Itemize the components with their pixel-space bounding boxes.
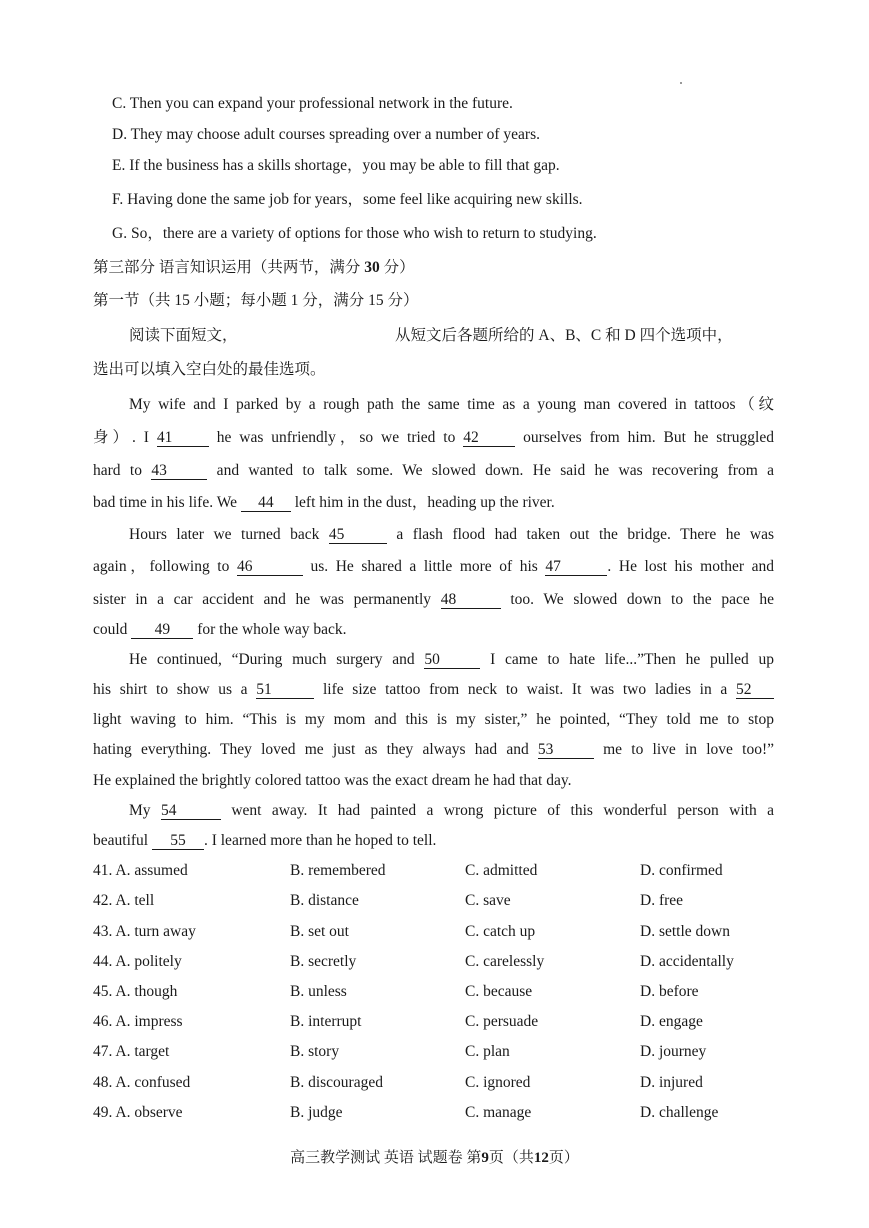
question-row-42	[93, 891, 793, 911]
blank-45: 45	[329, 526, 387, 544]
option-d: D. confirmed	[640, 862, 723, 879]
option-a: 41. A. assumed	[93, 862, 188, 879]
option-b: B. distance	[290, 892, 359, 909]
option-b: B. interrupt	[290, 1013, 362, 1030]
blank-55: 55	[152, 832, 204, 850]
option-d: D. before	[640, 983, 699, 1000]
option-b: B. remembered	[290, 862, 386, 879]
option-b: B. set out	[290, 923, 349, 940]
option-c: C. because	[465, 983, 533, 1000]
option-d: D. journey	[640, 1043, 707, 1060]
option-b: B. discouraged	[290, 1074, 383, 1091]
passage-line: Hours later we turned back 45 a flash flood had taken out the bridge. There he was	[129, 526, 774, 543]
passage-line: bad time in his life. We 44 left him in the dust，heading up the river.	[93, 494, 555, 511]
question-row-44	[93, 952, 793, 972]
question-row-46	[93, 1012, 793, 1032]
passage-line: hard to 43 and wanted to talk some. We slowed down. He said he was recovering from a	[93, 462, 774, 479]
option-d: D. challenge	[640, 1104, 719, 1121]
page-number: 9	[481, 1150, 489, 1166]
instruction-line-2: 选出可以填入空白处的最佳选项。	[93, 361, 326, 378]
part-title-end: 分）	[379, 259, 415, 276]
passage-line: his shirt to show us a 51 life size tattoo from neck to waist. It was two ladies in a 52	[93, 680, 774, 700]
passage-line: He explained the brightly colored tattoo was the exact dream he had that day.	[93, 772, 572, 789]
option-d: D. accidentally	[640, 953, 734, 970]
option-d: D. injured	[640, 1074, 703, 1091]
page-footer	[0, 1146, 869, 1167]
passage-line: My 54 went away. It had painted a wrong picture of this wonderful person with a	[129, 802, 774, 819]
blank-43: 43	[151, 462, 207, 480]
option-c: C. persuade	[465, 1013, 539, 1030]
blank-47: 47	[545, 558, 607, 576]
option-c: C. carelessly	[465, 953, 545, 970]
passage-line: hating everything. They loved me just as they always had and 53 me to live in love too!”	[93, 741, 774, 758]
section-subtitle: 第一节（共 15 小题；每小题 1 分，满分 15 分）	[93, 292, 419, 309]
option-b: B. unless	[290, 983, 347, 1000]
option-a: 43. A. turn away	[93, 923, 196, 940]
option-c: C. catch up	[465, 923, 536, 940]
option-a: 48. A. confused	[93, 1074, 191, 1091]
option-d: D. They may choose adult courses spreading over a number of years.	[112, 126, 540, 143]
passage-line: He continued, “During much surgery and 50 I came to hate life...”Then he pulled up	[129, 651, 774, 668]
option-c: C. admitted	[465, 862, 538, 879]
blank-42: 42	[463, 429, 515, 447]
blank-46: 46	[237, 558, 303, 576]
blank-48: 48	[441, 591, 501, 609]
part-title-text: 第三部分 语言知识运用（共两节，满分	[93, 259, 365, 276]
passage-line: My wife and I parked by a rough path the same time as a young man covered in tattoos（纹	[129, 396, 774, 413]
option-b: B. story	[290, 1043, 340, 1060]
blank-41: 41	[157, 429, 209, 447]
blank-53: 53	[538, 741, 594, 759]
blank-50: 50	[424, 651, 480, 669]
passage-line: beautiful 55 . I learned more than he hoped to tell.	[93, 832, 437, 849]
question-row-47	[93, 1042, 793, 1062]
passage-line: light waving to him. “This is my mom and this is my sister,” he pointed, “They told me to stop	[93, 711, 774, 728]
option-a: 42. A. tell	[93, 892, 155, 909]
footer-label: 高三教学测试 英语 试题卷 第	[290, 1150, 482, 1166]
option-c: C. save	[465, 892, 511, 909]
blank-51: 51	[256, 681, 314, 699]
question-row-41	[93, 861, 793, 881]
question-row-43	[93, 922, 793, 942]
blank-54: 54	[161, 802, 221, 820]
option-c: C. Then you can expand your professional network in the future.	[112, 95, 513, 112]
footer-end: 页）	[548, 1150, 579, 1166]
passage-line: could 49 for the whole way back.	[93, 621, 347, 638]
option-d: D. engage	[640, 1013, 703, 1030]
option-b: B. judge	[290, 1104, 343, 1121]
instruction-line-1a: 阅读下面短文，	[129, 327, 238, 344]
blank-52: 52	[736, 681, 774, 699]
footer-mid: 页（共	[488, 1150, 534, 1166]
passage-line: again，following to 46 us. He shared a little more of his 47 . He lost his mother and	[93, 558, 774, 575]
option-b: B. secretly	[290, 953, 357, 970]
passage-line: sister in a car accident and he was permanently 48 too. We slowed down to the pace he	[93, 591, 774, 608]
option-d: D. settle down	[640, 923, 730, 940]
option-a: 46. A. impress	[93, 1013, 183, 1030]
option-f: F. Having done the same job for years，some feel like acquiring new skills.	[112, 191, 583, 208]
speck	[680, 82, 682, 84]
option-d: D. free	[640, 892, 684, 909]
part-title-score: 30	[364, 259, 380, 276]
option-e: E. If the business has a skills shortage，you may be able to fill that gap.	[112, 157, 560, 174]
option-g: G. So，there are a variety of options for those who wish to return to studying.	[112, 225, 597, 242]
page-total: 12	[533, 1150, 549, 1166]
question-row-48	[93, 1073, 793, 1093]
blank-44: 44	[241, 494, 291, 512]
option-a: 45. A. though	[93, 983, 178, 1000]
option-c: C. manage	[465, 1104, 532, 1121]
option-c: C. plan	[465, 1043, 510, 1060]
passage-line: 身）. I 41 he was unfriendly，so we tried to 42 ourselves from him. But he struggled	[93, 429, 774, 446]
option-c: C. ignored	[465, 1074, 531, 1091]
option-a: 49. A. observe	[93, 1104, 183, 1121]
option-a: 44. A. politely	[93, 953, 182, 970]
instruction-line-1b: 从短文后各题所给的 A、B、C 和 D 四个选项中，	[395, 327, 733, 344]
question-row-49	[93, 1103, 793, 1123]
part-title	[93, 258, 415, 278]
blank-49: 49	[131, 621, 193, 639]
question-row-45	[93, 982, 793, 1002]
option-a: 47. A. target	[93, 1043, 170, 1060]
